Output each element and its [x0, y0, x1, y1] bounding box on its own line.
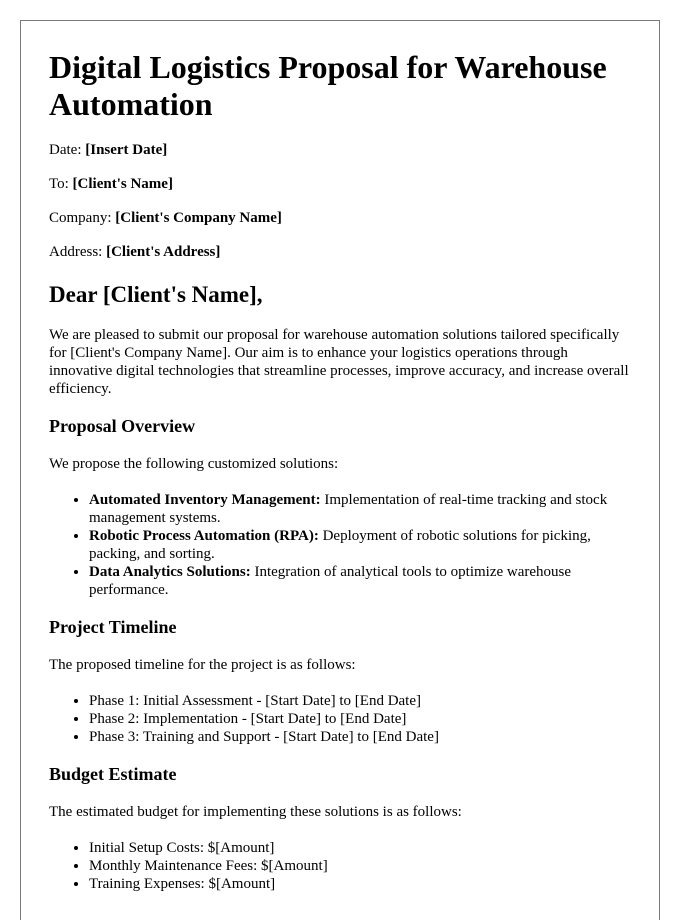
list-item: [89, 563, 631, 599]
address-field: [49, 243, 631, 261]
list-item-term: Robotic Process Automation (RPA):: [89, 528, 319, 544]
list-item-text: Integration of analytical tools to optimize warehouse performance.: [89, 564, 572, 598]
company-label: Company:: [49, 210, 116, 226]
list-item: • Initial Setup Costs: $[Amount]: [89, 839, 631, 857]
list-item: [89, 527, 631, 563]
overview-heading: Proposal Overview: [49, 416, 196, 436]
list-item-term: Data Analytics Solutions:: [89, 564, 251, 580]
company-field: [49, 209, 631, 227]
list-item: • Phase 2: Implementation - [Start Date] to [End Date]: [89, 710, 631, 728]
budget-lead: The estimated budget for implementing these solutions is as follows:: [49, 804, 462, 820]
timeline-list: [49, 692, 631, 746]
timeline-lead: The proposed timeline for the project is as follows:: [49, 657, 356, 673]
salutation: Dear [Client's Name],: [49, 282, 263, 307]
document-page: [20, 20, 660, 920]
company-value: [Client's Company Name]: [115, 210, 282, 226]
list-item-term: Automated Inventory Management:: [89, 492, 321, 508]
document-title: Digital Logistics Proposal for Warehouse Automation: [49, 49, 607, 122]
to-label: To:: [49, 176, 73, 192]
overview-lead: We propose the following customized solutions:: [49, 456, 339, 472]
list-item-text: Deployment of robotic solutions for picking, packing, and sorting.: [89, 528, 591, 562]
to-field: [49, 175, 631, 193]
list-item: • Phase 1: Initial Assessment - [Start Date] to [End Date]: [89, 692, 631, 710]
to-value: [Client's Name]: [72, 176, 173, 192]
address-value: [Client's Address]: [106, 244, 221, 260]
date-value: [Insert Date]: [85, 142, 168, 158]
list-item: • Monthly Maintenance Fees: $[Amount]: [89, 857, 631, 875]
date-label: Date:: [49, 142, 86, 158]
list-item: • Training Expenses: $[Amount]: [89, 875, 631, 893]
budget-heading: Budget Estimate: [49, 764, 177, 784]
list-item: [89, 491, 631, 527]
date-field: [49, 141, 631, 159]
list-item: • Phase 3: Training and Support - [Start Date] to [End Date]: [89, 728, 631, 746]
overview-list: [49, 491, 631, 599]
intro-paragraph: We are pleased to submit our proposal for warehouse automation solutions tailored specifically for [Client's Company Name]. Our aim is to enhance your logistics operations through innovative digital technologies that streamline processes, improve accuracy, and increase overall efficiency.: [49, 327, 629, 397]
timeline-heading: Project Timeline: [49, 617, 177, 637]
budget-list: [49, 839, 631, 893]
address-label: Address:: [49, 244, 107, 260]
list-item-text: Implementation of real-time tracking and stock management systems.: [89, 492, 608, 526]
